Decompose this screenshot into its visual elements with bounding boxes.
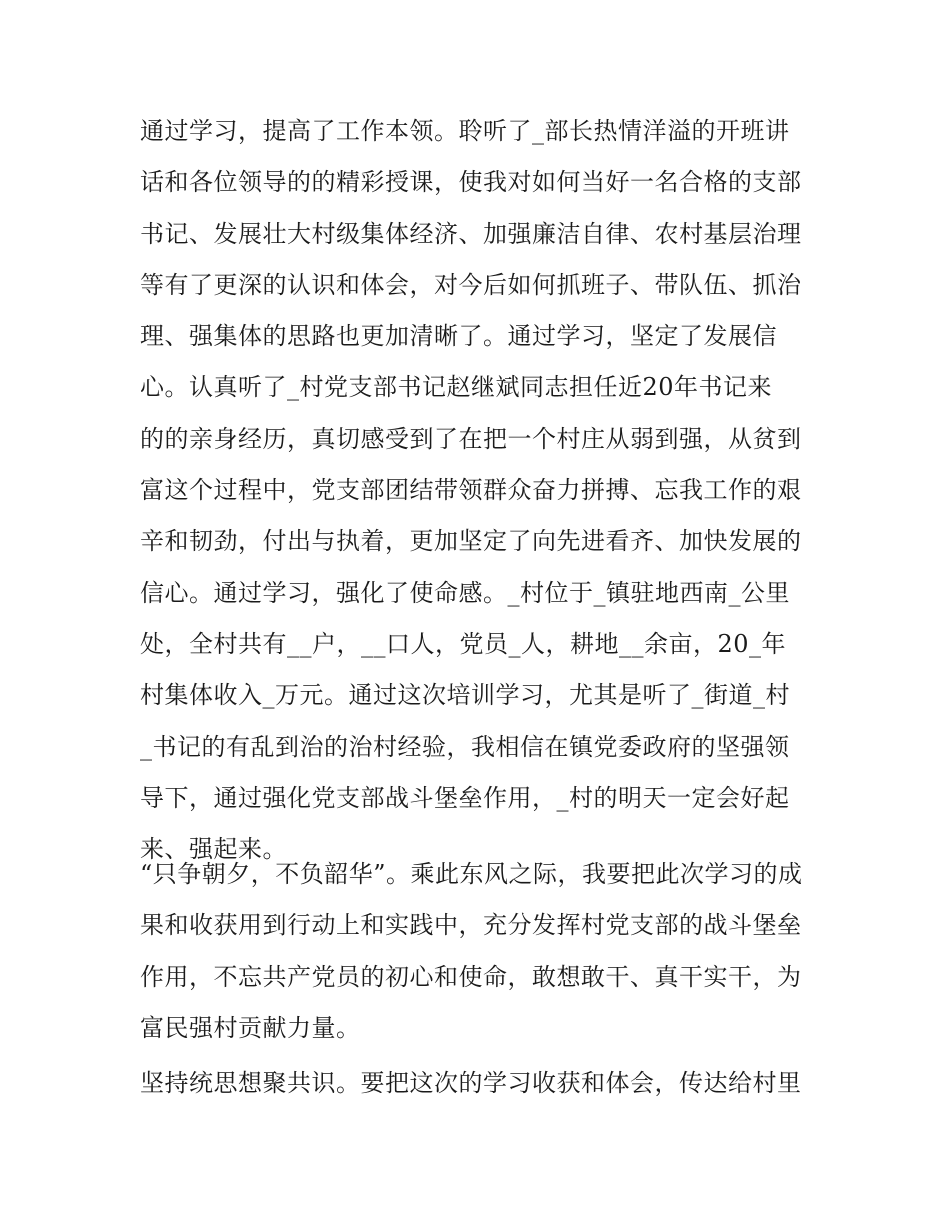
text-line: 处，全村共有__户，__口人，党员_人，耕地__余亩，20_年 (140, 629, 787, 658)
paragraph-seize-the-day (140, 849, 820, 1054)
text-line: 通过学习，提高了工作本领。聆听了_部长热情洋溢的开班讲 (140, 117, 790, 145)
text-line: 富这个过程中，党支部团结带领群众奋力拼搏、忘我工作的艰 (140, 476, 802, 505)
text-line: 的的亲身经历，真切感受到了在把一个村庄从弱到强，从贫到 (140, 424, 802, 453)
text-line: 信心。通过学习，强化了使命感。_村位于_镇驻地西南_公里 (140, 578, 790, 607)
text-line: _书记的有乱到治的治村经验，我相信在镇党委政府的坚强领 (140, 732, 790, 761)
text-line: 富民强村贡献力量。 (140, 1013, 361, 1042)
text-line: 话和各位领导的的精彩授课，使我对如何当好一名合格的支部 (140, 168, 802, 197)
text-line: 来、强起来。 (140, 835, 287, 864)
text-line: 果和收获用到行动上和实践中，充分发挥村党支部的战斗堡垒 (140, 911, 802, 940)
paragraph-unify-thinking (140, 1058, 820, 1109)
text-line: “只争朝夕，不负韶华”。乘此东风之际，我要把此次学习的成 (140, 860, 803, 888)
text-line: 书记、发展壮大村级集体经济、加强廉洁自律、农村基层治理 (140, 219, 802, 248)
text-line: 辛和韧劲，付出与执着，更加坚定了向先进看齐、加快发展的 (140, 527, 802, 556)
text-line: 坚持统思想聚共识。要把这次的学习收获和体会，传达给村里 (140, 1069, 802, 1097)
paragraph-study-experience (140, 106, 820, 875)
text-line: 村集体收入_万元。通过这次培训学习，尤其是听了_街道_村 (140, 681, 790, 710)
text-line: 理、强集体的思路也更加清晰了。通过学习，坚定了发展信 (140, 322, 777, 351)
text-line: 作用，不忘共产党员的初心和使命，敢想敢干、真干实干，为 (140, 962, 802, 991)
text-line: 导下，通过强化党支部战斗堡垒作用，_村的明天一定会好起 (140, 783, 790, 812)
text-line: 等有了更深的认识和体会，对今后如何抓班子、带队伍、抓治 (140, 270, 802, 299)
text-line: 心。认真听了_村党支部书记赵继斌同志担任近20年书记来 (140, 373, 773, 402)
